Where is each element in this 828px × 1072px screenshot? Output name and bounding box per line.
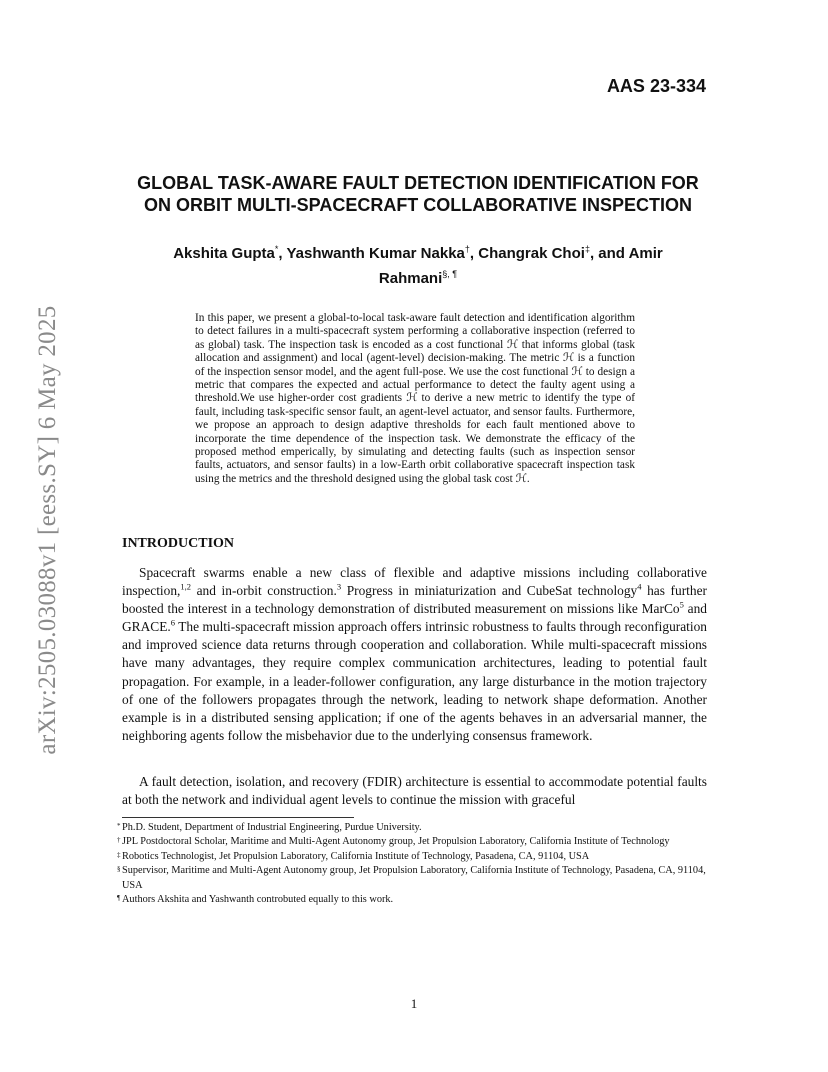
citation-marker: 6	[170, 617, 175, 628]
footnote-text: Ph.D. Student, Department of Industrial Engineering, Purdue University.	[122, 822, 422, 833]
footnote-mark: *	[117, 822, 121, 830]
affiliation-mark: ‡	[584, 244, 590, 254]
footnote-text: Authors Akshita and Yashwanth controbuted equally to this work.	[122, 894, 394, 906]
footnote-mark: §	[117, 865, 121, 874]
citation-marker: 4	[637, 581, 642, 592]
paragraph-text: has further boosted the interest in a technology demonstration of distributed measurement on missions like MarCo	[122, 583, 707, 617]
section-heading-introduction: INTRODUCTION	[122, 536, 235, 551]
footnote	[117, 850, 708, 864]
citation-marker: 5	[679, 599, 684, 610]
footnote-mark: †	[117, 836, 121, 845]
footnote-divider	[122, 817, 354, 818]
footnote-mark: ‡	[117, 850, 121, 859]
paragraph-text: and in-orbit construction.	[191, 583, 337, 599]
citation-marker: 3	[336, 581, 342, 592]
author-conjunction: and	[598, 245, 625, 262]
abstract: In this paper, we present a global-to-local task-aware fault detection and identification algorithm to detect failures in a multi-spacecraft system performing a collaborative inspection (referred to as global) task. The inspection task is encoded as a cost functional ℋ that informs global (task allocation and assignment) and local (agent-level) decision-making. The metric ℋ is a function of the inspection sensor model, and the agent full-pose. We use the cost functional ℋ to design a metric that compares the expected and actual performance to detect the faulty agent using a threshold.We use higher-order cost gradients ℋ to derive a new metric to identify the type of fault, including task-specific sensor fault, an agent-level actuator, and sensor faults. Furthermore, we propose an approach to design adaptive thresholds for each fault mentioned above to incorporate the time dependence of the inspection task. We demonstrate the efficacy of the proposed method emperically, by simulating and detecting faults (such as inspection sensor faults, actuators, and sensor faults) in a low-Earth orbit collaborative spacecraft inspection task using the metrics and the threshold designed using the global task cost ℋ.	[195, 312, 635, 485]
author-line-2	[140, 264, 696, 289]
report-number: AAS 23-334	[606, 76, 706, 96]
paragraph-text: The multi-spacecraft mission approach offers intrinsic robustness to faults through reconfiguration and improved science data returns through cooperation and collaboration. While multi-spacecraft missions have many advantages, they require complex communication architectures, leading to potential fault propagation. For example, in a leader-follower configuration, any large disturbance in the motion trajectory of one of the followers propagates through the network, leading to network shape deformation. Another example is in a distributed sensing application; if one of the agents behaves in an adversarial manner, the neighboring agents follow the misbehavior due to the underlying consensus framework.	[122, 619, 707, 743]
footnote	[117, 821, 708, 835]
title-line-2: ON ORBIT MULTI-SPACECRAFT COLLABORATIVE INSPECTION	[144, 195, 692, 215]
footnote	[117, 864, 708, 893]
page-number: 1	[410, 996, 418, 1011]
footnote-text: Supervisor, Maritime and Multi-Agent Autonomy group, Jet Propulsion Laboratory, California Institute of Technology, Pasadena, CA, 91104, USA	[122, 865, 706, 891]
paragraph-text: Spacecraft swarms enable a new class of flexible and adaptive missions including collaborative inspection,	[122, 565, 707, 599]
author-line-1: Akshita Gupta*, Yashwanth Kumar Nakka†, Changrak Choi‡, and Amir	[173, 244, 663, 262]
paragraph-text: and GRACE.	[122, 601, 707, 635]
footnote	[117, 835, 708, 849]
title-line-1: GLOBAL TASK-AWARE FAULT DETECTION IDENTIFICATION FOR	[137, 173, 699, 193]
author-name: Rahmani	[378, 270, 443, 287]
footnote-mark: ¶	[117, 894, 121, 903]
affiliation-mark: §, ¶	[442, 269, 458, 279]
author-name: Changrak Choi	[478, 245, 585, 262]
body-paragraph: A fault detection, isolation, and recovery (FDIR) architecture is essential to accommodate potential faults at both the network and individual agent levels to continue the mission with graceful	[122, 774, 707, 808]
footnotes	[117, 821, 708, 907]
author-name: Akshita Gupta	[173, 245, 275, 262]
paragraph-text: Progress in miniaturization and CubeSat technology	[341, 583, 638, 599]
author-name: Yashwanth Kumar Nakka	[286, 245, 465, 262]
footnote-text: JPL Postdoctoral Scholar, Maritime and Multi-Agent Autonomy group, Jet Propulsion Laboratory, California Institute of Technology	[122, 836, 670, 848]
author-name: Amir	[628, 245, 663, 262]
footnote	[117, 893, 708, 907]
author-list	[140, 239, 696, 289]
affiliation-mark: †	[464, 244, 470, 254]
footnote-text: Robotics Technologist, Jet Propulsion Laboratory, California Institute of Technology, Pasadena, CA, 91104, USA	[122, 850, 590, 862]
body-paragraph	[122, 564, 707, 745]
affiliation-mark: *	[274, 244, 279, 254]
arxiv-identifier: arXiv:2505.03088v1 [eess.SY] 6 May 2025	[34, 305, 61, 755]
citation-marker: 1,2	[180, 581, 192, 592]
paper-title	[110, 172, 726, 216]
